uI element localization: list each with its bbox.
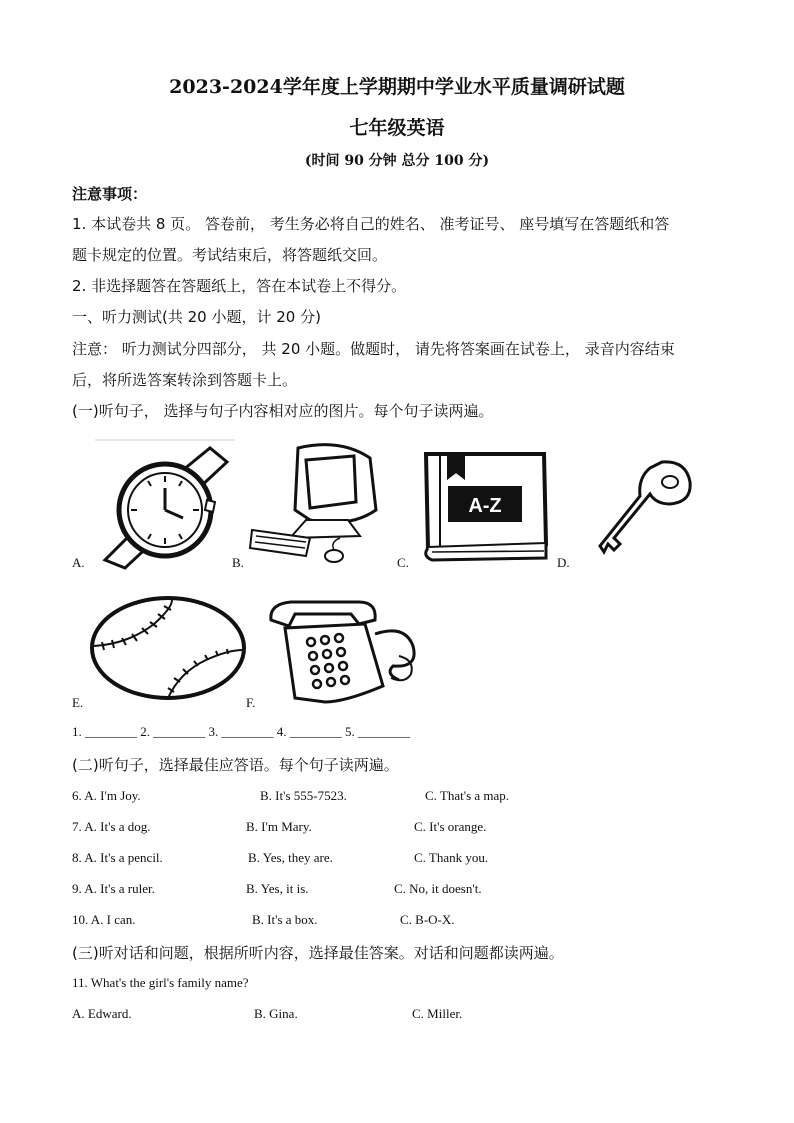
svg-text:A-Z: A-Z <box>468 495 502 517</box>
picture-e-label: E. <box>72 695 84 710</box>
note-2: 2. 非选择题答在答题纸上，答在本试卷上不得分。 <box>72 277 407 295</box>
watch-icon <box>95 440 235 570</box>
q11-option-c: C. Miller. <box>412 1006 463 1021</box>
listening-notice-line-2: 后，将所选答案转涂到答题卡上。 <box>72 371 298 389</box>
picture-d-label: D. <box>557 555 570 570</box>
dictionary-icon <box>418 448 550 563</box>
part-1-answer-blanks: 1. ________ 2. ________ 3. ________ 4. ________ 5. ________ <box>72 724 410 739</box>
note-1-line-2: 题卡规定的位置。考试结束后，将答题纸交回。 <box>72 246 388 264</box>
q10-option-a: 10. A. I can. <box>72 912 136 927</box>
picture-a-label: A. <box>72 555 85 570</box>
part-1-heading: (一)听句子， 选择与句子内容相对应的图片。每个句子读两遍。 <box>72 402 494 420</box>
telephone-icon <box>265 594 425 706</box>
computer-icon <box>250 438 385 566</box>
q7-option-a: 7. A. It's a dog. <box>72 819 151 834</box>
q11-option-a: A. Edward. <box>72 1006 132 1021</box>
part-2-heading: (二)听句子，选择最佳应答语。每个句子读两遍。 <box>72 756 399 774</box>
q9-option-b: B. Yes, it is. <box>246 881 309 896</box>
baseball-icon <box>88 594 248 704</box>
listening-notice-line-1: 注意： 听力测试分四部分， 共 20 小题。做题时， 请先将答案画在试卷上， 录音内容结束 <box>72 340 675 358</box>
q9-option-c: C. No, it doesn't. <box>394 881 482 896</box>
q11-option-b: B. Gina. <box>254 1006 298 1021</box>
q9-option-a: 9. A. It's a ruler. <box>72 881 155 896</box>
q8-option-c: C. Thank you. <box>414 850 489 865</box>
q6-option-a: 6. A. I'm Joy. <box>72 788 141 803</box>
q8-option-b: B. Yes, they are. <box>248 850 333 865</box>
notes-heading: 注意事项： <box>72 185 148 203</box>
q7-option-b: B. I'm Mary. <box>246 819 312 834</box>
q7-option-c: C. It's orange. <box>414 819 487 834</box>
picture-f-label: F. <box>246 695 256 710</box>
key-icon <box>600 458 695 558</box>
picture-c-label: C. <box>397 555 409 570</box>
q10-option-b: B. It's a box. <box>252 912 318 927</box>
q6-option-b: B. It's 555-7523. <box>260 788 347 803</box>
section-1-heading: 一、听力测试(共 20 小题，计 20 分) <box>72 308 321 326</box>
picture-b-label: B. <box>232 555 244 570</box>
exam-subject: 七年级英语 <box>349 117 445 139</box>
q10-option-c: C. B-O-X. <box>400 912 455 927</box>
exam-title: 2023-2024学年度上学期期中学业水平质量调研试题 <box>169 76 625 98</box>
q8-option-a: 8. A. It's a pencil. <box>72 850 163 865</box>
note-1-line-1: 1. 本试卷共 8 页。 答卷前， 考生务必将自己的姓名、 准考证号、 座号填写在答题纸和答 <box>72 215 670 233</box>
q11-question: 11. What's the girl's family name? <box>72 975 249 990</box>
exam-time-info: (时间 90 分钟 总分 100 分) <box>304 153 490 169</box>
part-3-heading: (三)听对话和问题，根据所听内容，选择最佳答案。对话和问题都读两遍。 <box>72 944 564 962</box>
q6-option-c: C. That's a map. <box>425 788 510 803</box>
